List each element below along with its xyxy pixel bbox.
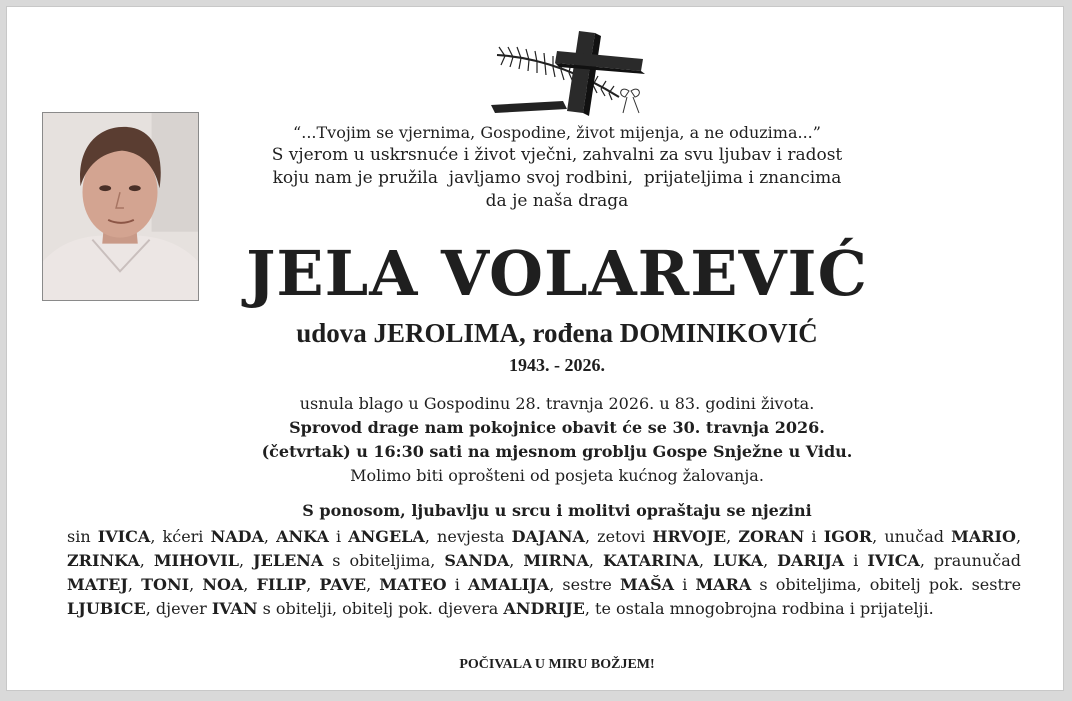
mourner-text: sin xyxy=(67,527,98,546)
mourners-heading: S ponosom, ljubavlju u srcu i molitvi opraštaju se njezini xyxy=(302,501,812,520)
mourners-list xyxy=(67,525,1021,621)
mourner-text: , xyxy=(238,551,254,570)
mourner-name: MARA xyxy=(695,575,752,594)
mourner-text: , unučad xyxy=(872,527,952,546)
mourner-name: MAŠA xyxy=(619,575,675,594)
mourner-name: MIRNA xyxy=(523,551,589,570)
mourner-text: , xyxy=(726,527,739,546)
mourner-name: LJUBICE xyxy=(67,599,146,618)
intro-line: S vjerom u uskrsnuće i život vječni, zahvalni za svu ljubav i radost xyxy=(271,145,843,165)
mourner-name: FILIP xyxy=(256,575,307,594)
mourner-name: IGOR xyxy=(823,527,873,546)
mourner-name: MATEO xyxy=(379,575,447,594)
mourner-text: , xyxy=(306,575,320,594)
mourner-name: HRVOJE xyxy=(652,527,727,546)
mourner-text: i xyxy=(674,575,696,594)
condolence-note: Molimo biti oprošteni od posjeta kućnog žalovanja. xyxy=(350,466,764,485)
mourner-name: DAJANA xyxy=(511,527,585,546)
life-years: 1943. - 2026. xyxy=(509,355,605,375)
mourner-name: NOA xyxy=(202,575,244,594)
mourner-name: SANDA xyxy=(444,551,510,570)
mourner-text: i xyxy=(844,551,868,570)
mourner-name: MIHOVIL xyxy=(153,551,239,570)
mourner-text: , xyxy=(763,551,778,570)
closing-line: POČIVALA U MIRU BOŽJEM! xyxy=(459,657,655,672)
mourner-name: IVICA xyxy=(867,551,920,570)
portrait-photo xyxy=(42,112,199,301)
mourner-name: TONI xyxy=(141,575,190,594)
mourner-name: JELENA xyxy=(253,551,324,570)
cross-with-palm-branch-icon xyxy=(491,27,651,121)
mourner-name: ZRINKA xyxy=(67,551,140,570)
mourner-name: IVICA xyxy=(97,527,151,546)
mourner-name: KATARINA xyxy=(602,551,699,570)
funeral-info xyxy=(187,392,927,488)
mourner-text: , zetovi xyxy=(584,527,653,546)
mourner-name: DARIJA xyxy=(777,551,845,570)
mourner-name: ANDRIJE xyxy=(503,599,585,618)
mourner-text: i xyxy=(446,575,468,594)
mourner-text: , xyxy=(588,551,603,570)
intro-text xyxy=(207,121,907,213)
mourner-name: ZORAN xyxy=(738,527,805,546)
intro-line: koju nam je pružila javljamo svoj rodbini, prijateljima i znancima xyxy=(272,168,842,188)
mourner-name: LUKA xyxy=(713,551,764,570)
mourner-text: , xyxy=(699,551,714,570)
mourner-text: , xyxy=(127,575,142,594)
mourner-name: MATEJ xyxy=(67,575,128,594)
mourner-text: , xyxy=(1015,527,1022,546)
mourner-name: ANKA xyxy=(276,527,329,546)
mourner-name: PAVE xyxy=(319,575,367,594)
mourner-text: , xyxy=(263,527,277,546)
mourner-text: , xyxy=(189,575,203,594)
mourner-text: i xyxy=(328,527,349,546)
mourner-text: , sestre xyxy=(549,575,620,594)
passing-line: usnula blago u Gospodinu 28. travnja 2026. u 83. godini života. xyxy=(299,394,815,413)
mourner-text: i xyxy=(804,527,824,546)
mourner-text: , kćeri xyxy=(150,527,211,546)
mourner-text: , xyxy=(139,551,154,570)
mourner-text: , xyxy=(509,551,524,570)
obituary-card xyxy=(6,6,1064,691)
mourner-text: , te ostala mnogobrojna rodbina i prijatelji. xyxy=(584,599,934,618)
intro-line: da je naša draga xyxy=(485,191,629,211)
funeral-date-line: Sprovod drage nam pokojnice obavit će se 30. travnja 2026. xyxy=(289,418,825,437)
funeral-place-line: (četvrtak) u 16:30 sati na mjesnom groblju Gospe Snježne u Vidu. xyxy=(261,442,853,461)
mourner-text: s obiteljima, obitelj pok. sestre xyxy=(751,575,1022,594)
mourner-text: , djever xyxy=(145,599,212,618)
deceased-name: JELA VOLAREVIĆ xyxy=(246,237,868,310)
mourner-text: , praunučad xyxy=(919,551,1022,570)
mourner-text: , xyxy=(243,575,257,594)
quote: “...Tvojim se vjernima, Gospodine, život mijenja, a ne oduzima...” xyxy=(293,123,821,142)
mourner-text: , nevjesta xyxy=(424,527,512,546)
mourner-name: NADA xyxy=(210,527,264,546)
mourner-name: ANGELA xyxy=(348,527,425,546)
mourner-text: s obitelji, obitelj pok. djevera xyxy=(257,599,504,618)
mourner-name: IVAN xyxy=(211,599,258,618)
mourner-text: , xyxy=(366,575,380,594)
mourner-name: AMALIJA xyxy=(467,575,550,594)
deceased-subtitle: udova JEROLIMA, rođena DOMINIKOVIĆ xyxy=(296,318,818,348)
mourner-text: s obiteljima, xyxy=(323,551,445,570)
mourner-name: MARIO xyxy=(951,527,1016,546)
